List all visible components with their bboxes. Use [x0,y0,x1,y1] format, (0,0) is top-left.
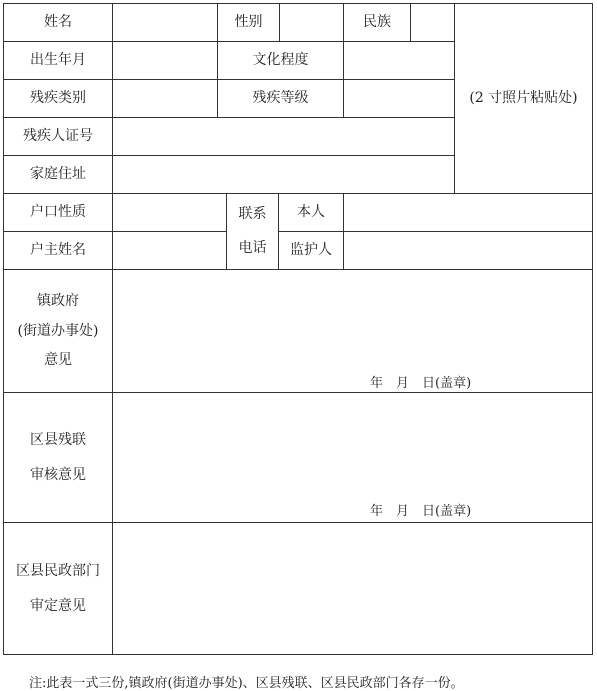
address-label: 家庭住址 [3,155,113,194]
gender-field[interactable] [279,3,344,42]
town-opinion-label [3,269,113,393]
education-label: 文化程度 [217,41,344,80]
name-field[interactable] [112,3,218,42]
self-phone-field[interactable] [343,193,593,232]
gender-label: 性别 [217,3,280,42]
photo-area[interactable]: (2 寸照片粘贴处) [454,3,593,194]
name-label: 姓名 [3,3,113,42]
town-opinion-line2: (街道办事处) [17,322,99,339]
certificate-label: 残疾人证号 [3,117,113,156]
address-field[interactable] [112,155,455,194]
disability-type-field[interactable] [112,79,218,118]
certificate-field[interactable] [112,117,455,156]
district-dpf-label [3,392,113,523]
contact-label-line2: 电话 [238,240,267,256]
district-civil-field[interactable] [112,522,593,655]
hukou-label: 户口性质 [3,193,113,232]
town-opinion-line3: 意见 [44,352,72,369]
householder-field[interactable] [112,231,227,270]
district-dpf-field[interactable] [112,392,593,523]
district-civil-line1: 区县民政部门 [16,562,100,579]
district-dpf-date-seal: 年 月 日(盖章) [370,504,472,519]
guardian-phone-field[interactable] [343,231,593,270]
town-opinion-line1: 镇政府 [37,292,79,309]
ethnicity-label: 民族 [343,3,411,42]
district-dpf-line2: 审核意见 [30,466,86,483]
contact-label-line1: 联系 [238,206,267,223]
disability-level-field[interactable] [343,79,455,118]
birth-field[interactable] [112,41,218,80]
town-opinion-field[interactable] [112,269,593,393]
disability-level-label: 残疾等级 [217,79,344,118]
education-field[interactable] [343,41,455,80]
contact-phone-label [226,193,279,270]
town-date-seal: 年 月 日(盖章) [370,376,472,391]
footnote: 注:此表一式三份,镇政府(街道办事处)、区县残联、区县民政部门各存一份。 [29,676,464,691]
registration-form [4,4,593,656]
householder-label: 户主姓名 [3,231,113,270]
birth-label: 出生年月 [3,41,113,80]
ethnicity-field[interactable] [410,3,455,42]
disability-type-label: 残疾类别 [3,79,113,118]
guardian-label: 监护人 [278,231,344,270]
self-label: 本人 [278,193,344,232]
district-dpf-line1: 区县残联 [30,431,86,448]
hukou-field[interactable] [112,193,227,232]
district-civil-label [3,522,113,655]
district-civil-line2: 审定意见 [30,597,86,614]
